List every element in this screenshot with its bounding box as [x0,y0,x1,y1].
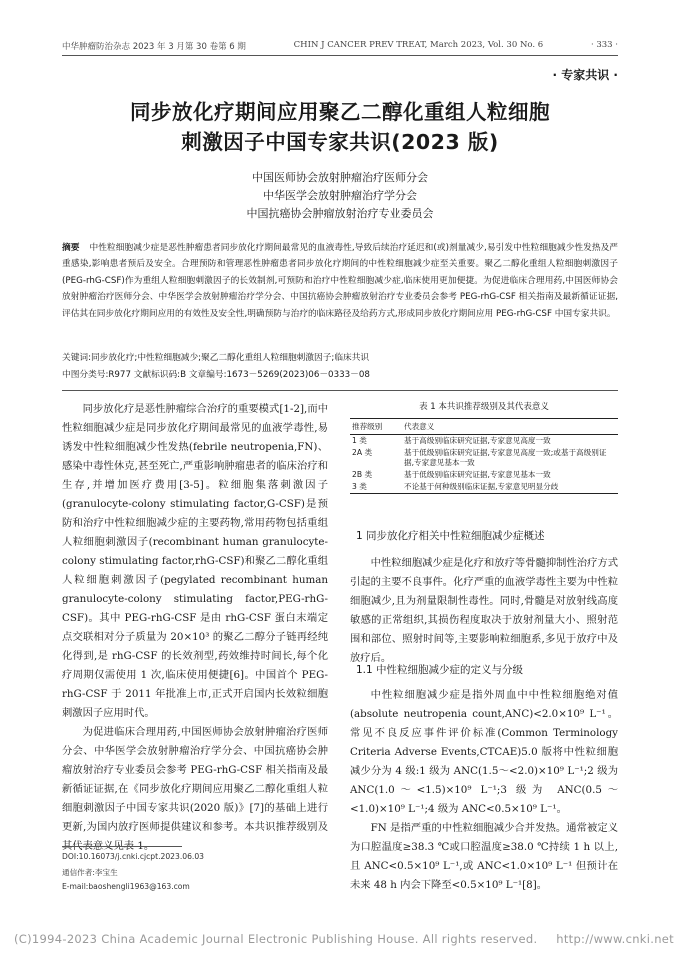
section-tag: · 专家共识 · [552,68,618,82]
abstract [62,240,618,322]
table-row [350,469,618,481]
journal-name-en: CHIN J CANCER PREV TREAT, March 2023, Vol. 30 No. 6 [293,40,544,50]
table-cell: 基于低级别临床研究证据,专家意见基本一致 [404,470,551,479]
corresponding-author: 通信作者:李宝生 [62,868,118,877]
abstract-text: 中性粒细胞减少症是恶性肿瘤患者同步放化疗期间最常见的血液毒性,导致后续治疗延迟和(或)剂量减少,易引发中性粒细胞减少性发热及严重感染,影响患者预后及安全。合理预防和管理恶性肿瘤患者同步放化疗期间的中性粒细胞减少症至关重要。聚乙二醇化重组人粒细胞刺激因子(PEG-rhG-CSF)作为重组人粒细胞刺激因子的长效制剂,可预防和治疗中性粒细胞减少症,临床使用更加便捷。为促进临床合理用药,中国医师协会放射肿瘤治疗医师分会、中华医学会放射肿瘤治疗学分会、中国抗癌协会肿瘤放射治疗专业委员会参考 PEG-rhG-CSF 相关指南及最新循证证据,评估其在同步放化疗期间应用的有效性及安全性,明确预防与治疗的临床路径及给药方式,形成同步放化疗期间应用 PEG-rhG-CSF 中国专家共识。 [62,243,618,319]
organization-2: 中华医学会放射肿瘤治疗学分会 [263,189,417,202]
table-cell: 不论基于何种级别临床证据,专家意见明显分歧 [402,481,618,494]
body-paragraph: FN 是指严重的中性粒细胞减少合并发热。通常被定义为口腔温度≥38.3 ℃或口腔温度≥38.0 ℃持续 1 h 以上,且 ANC<0.5×10⁹ L⁻¹,或 ANC<1.0×10⁹ L⁻¹ 但预计在未来 48 h 内会下降至<0.5×10⁹ L⁻¹[8]。 [350,822,618,891]
email: E-mail:baoshengli1963@163.com [62,882,190,891]
abstract-label: 摘要 [62,243,80,253]
keywords: 关键词:同步放化疗;中性粒细胞减少;聚乙二醇化重组人粒细胞刺激因子;临床共识 [62,353,370,363]
copyright-text: (C)1994-2023 China Academic Journal Electronic Publishing House. All rights reserved. [14,932,538,946]
table-cell: 2A 类 [352,448,373,457]
recommendation-table [350,418,618,494]
table-cell: 1 类 [352,436,367,445]
doi: DOI:10.16073/j.cnki.cjcpt.2023.06.03 [62,852,204,861]
table-row [350,447,618,469]
table-row [350,435,618,448]
copyright-watermark [14,932,674,946]
journal-name-cn: 中华肿瘤防治杂志 2023 年 3 月第 30 卷第 6 期 [62,42,246,52]
running-header [62,40,618,52]
body-paragraph: 中性粒细胞减少症是指外周血中中性粒细胞绝对值(absolute neutropenia count,ANC)<2.0×10⁹ L⁻¹。常见不良反应事件评价标准(Common Terminology Criteria Adverse Events,CTCAE)5.0 版将中性粒细胞减少分为 4 级:1 级为 ANC(1.5～<2.0)×10⁹ L⁻¹;2 级为 ANC(1.0～<1.5)×10⁹ L⁻¹;3 级为 ANC(0.5～<1.0)×10⁹ L⁻¹;4 级为 ANC<0.5×10⁹ L⁻¹。 [350,689,618,815]
section-heading: 1 同步放化疗相关中性粒细胞减少症概述 [356,530,545,542]
body-paragraph: 为促进临床合理用药,中国医师协会放射肿瘤治疗医师分会、中华医学会放射肿瘤治疗学分会、中国抗癌协会肿瘤放射治疗专业委员会参考 PEG-rhG-CSF 相关指南及最新循证证据,在《同步放化疗期间应用聚乙二醇化重组人粒细胞刺激因子中国专家共识(2020 版)》[7]的基础上进行更新,为国内放疗医师提供建议和参考。本共识推荐级别及其代表意义见表 1。 [62,726,328,852]
body-paragraph: 中性粒细胞减少症是化疗和放疗等骨髓抑制性治疗方式引起的主要不良事件。化疗严重的血液学毒性主要为中性粒细胞减少,且为剂量限制性毒性。同时,骨髓是对放射线高度敏感的正常组织,其损伤程度取决于放射剂量大小、照射范围和部位、照射时间等,主要影响粒细胞系,多见于放疗中及放疗后。 [350,557,618,664]
article-title-line2: 刺激因子中国专家共识(2023 版) [181,130,499,154]
cnki-link[interactable]: http://www.cnki.net [556,932,674,946]
table-header: 推荐级别 [350,419,402,435]
table-caption: 表 1 本共识推荐级别及其代表意义 [419,402,549,412]
classification: 中图分类号:R977 文献标识码:B 文章编号:1673－5269(2023)06－0333－08 [62,370,370,380]
body-paragraph: 同步放化疗是恶性肿瘤综合治疗的重要模式[1-2],而中性粒细胞减少症是同步放化疗期间最常见的血液学毒性,易诱发中性粒细胞减少性发热(febrile neutropenia,FN)、感染中毒性休克,甚至死亡,严重影响肿瘤患者的临床治疗和生存,并增加医疗费用[3-5]。粒细胞集落刺激因子(granulocyte-colony stimulating factor,G-CSF)是预防和治疗中性粒细胞减少症的主要药物,常用药物包括重组人粒细胞刺激因子(recombinant human granulocyte-colony stimulating factor,rhG-CSF)和聚乙二醇化重组人粒细胞刺激因子(pegylated recombinant human granulocyte-colony stimulating factor,PEG-rhG-CSF)。其中 PEG-rhG-CSF 是由 rhG-CSF 蛋白末端定点交联相对分子质量为 20×10³ 的聚乙二醇分子链再经纯化得到,是 rhG-CSF 的长效剂型,药效维持时间长,每个化疗周期仅需使用 1 次,临床使用便捷[6]。中国首个 PEG-rhG-CSF 于 2011 年批准上市,正式开启国内长效粒细胞刺激因子应用时代。 [62,403,328,719]
section11-body [350,686,618,895]
abstract-rule [62,390,618,391]
left-column [62,400,328,856]
table-row [350,481,618,494]
article-title-line1: 同步放化疗期间应用聚乙二醇化重组人粒细胞 [130,100,550,124]
section1-body [350,554,618,668]
page-number: · 333 · [590,40,618,50]
table-header: 代表意义 [402,419,618,435]
table-cell: 基于低级别临床研究证据,专家意见高度一致;或基于高级别证据,专家意见基本一致 [404,448,607,467]
table-cell: 基于高级别临床研究证据,专家意见高度一致 [404,436,551,445]
organization-3: 中国抗癌协会肿瘤放射治疗专业委员会 [246,207,434,220]
organization-1: 中国医师协会放射肿瘤治疗医师分会 [252,171,428,184]
header-rule [62,55,618,56]
table-cell: 3 类 [350,481,402,494]
table-cell: 2B 类 [352,470,373,479]
subsection-heading: 1.1 中性粒细胞减少症的定义与分级 [356,664,524,676]
footnote-rule [62,846,182,847]
